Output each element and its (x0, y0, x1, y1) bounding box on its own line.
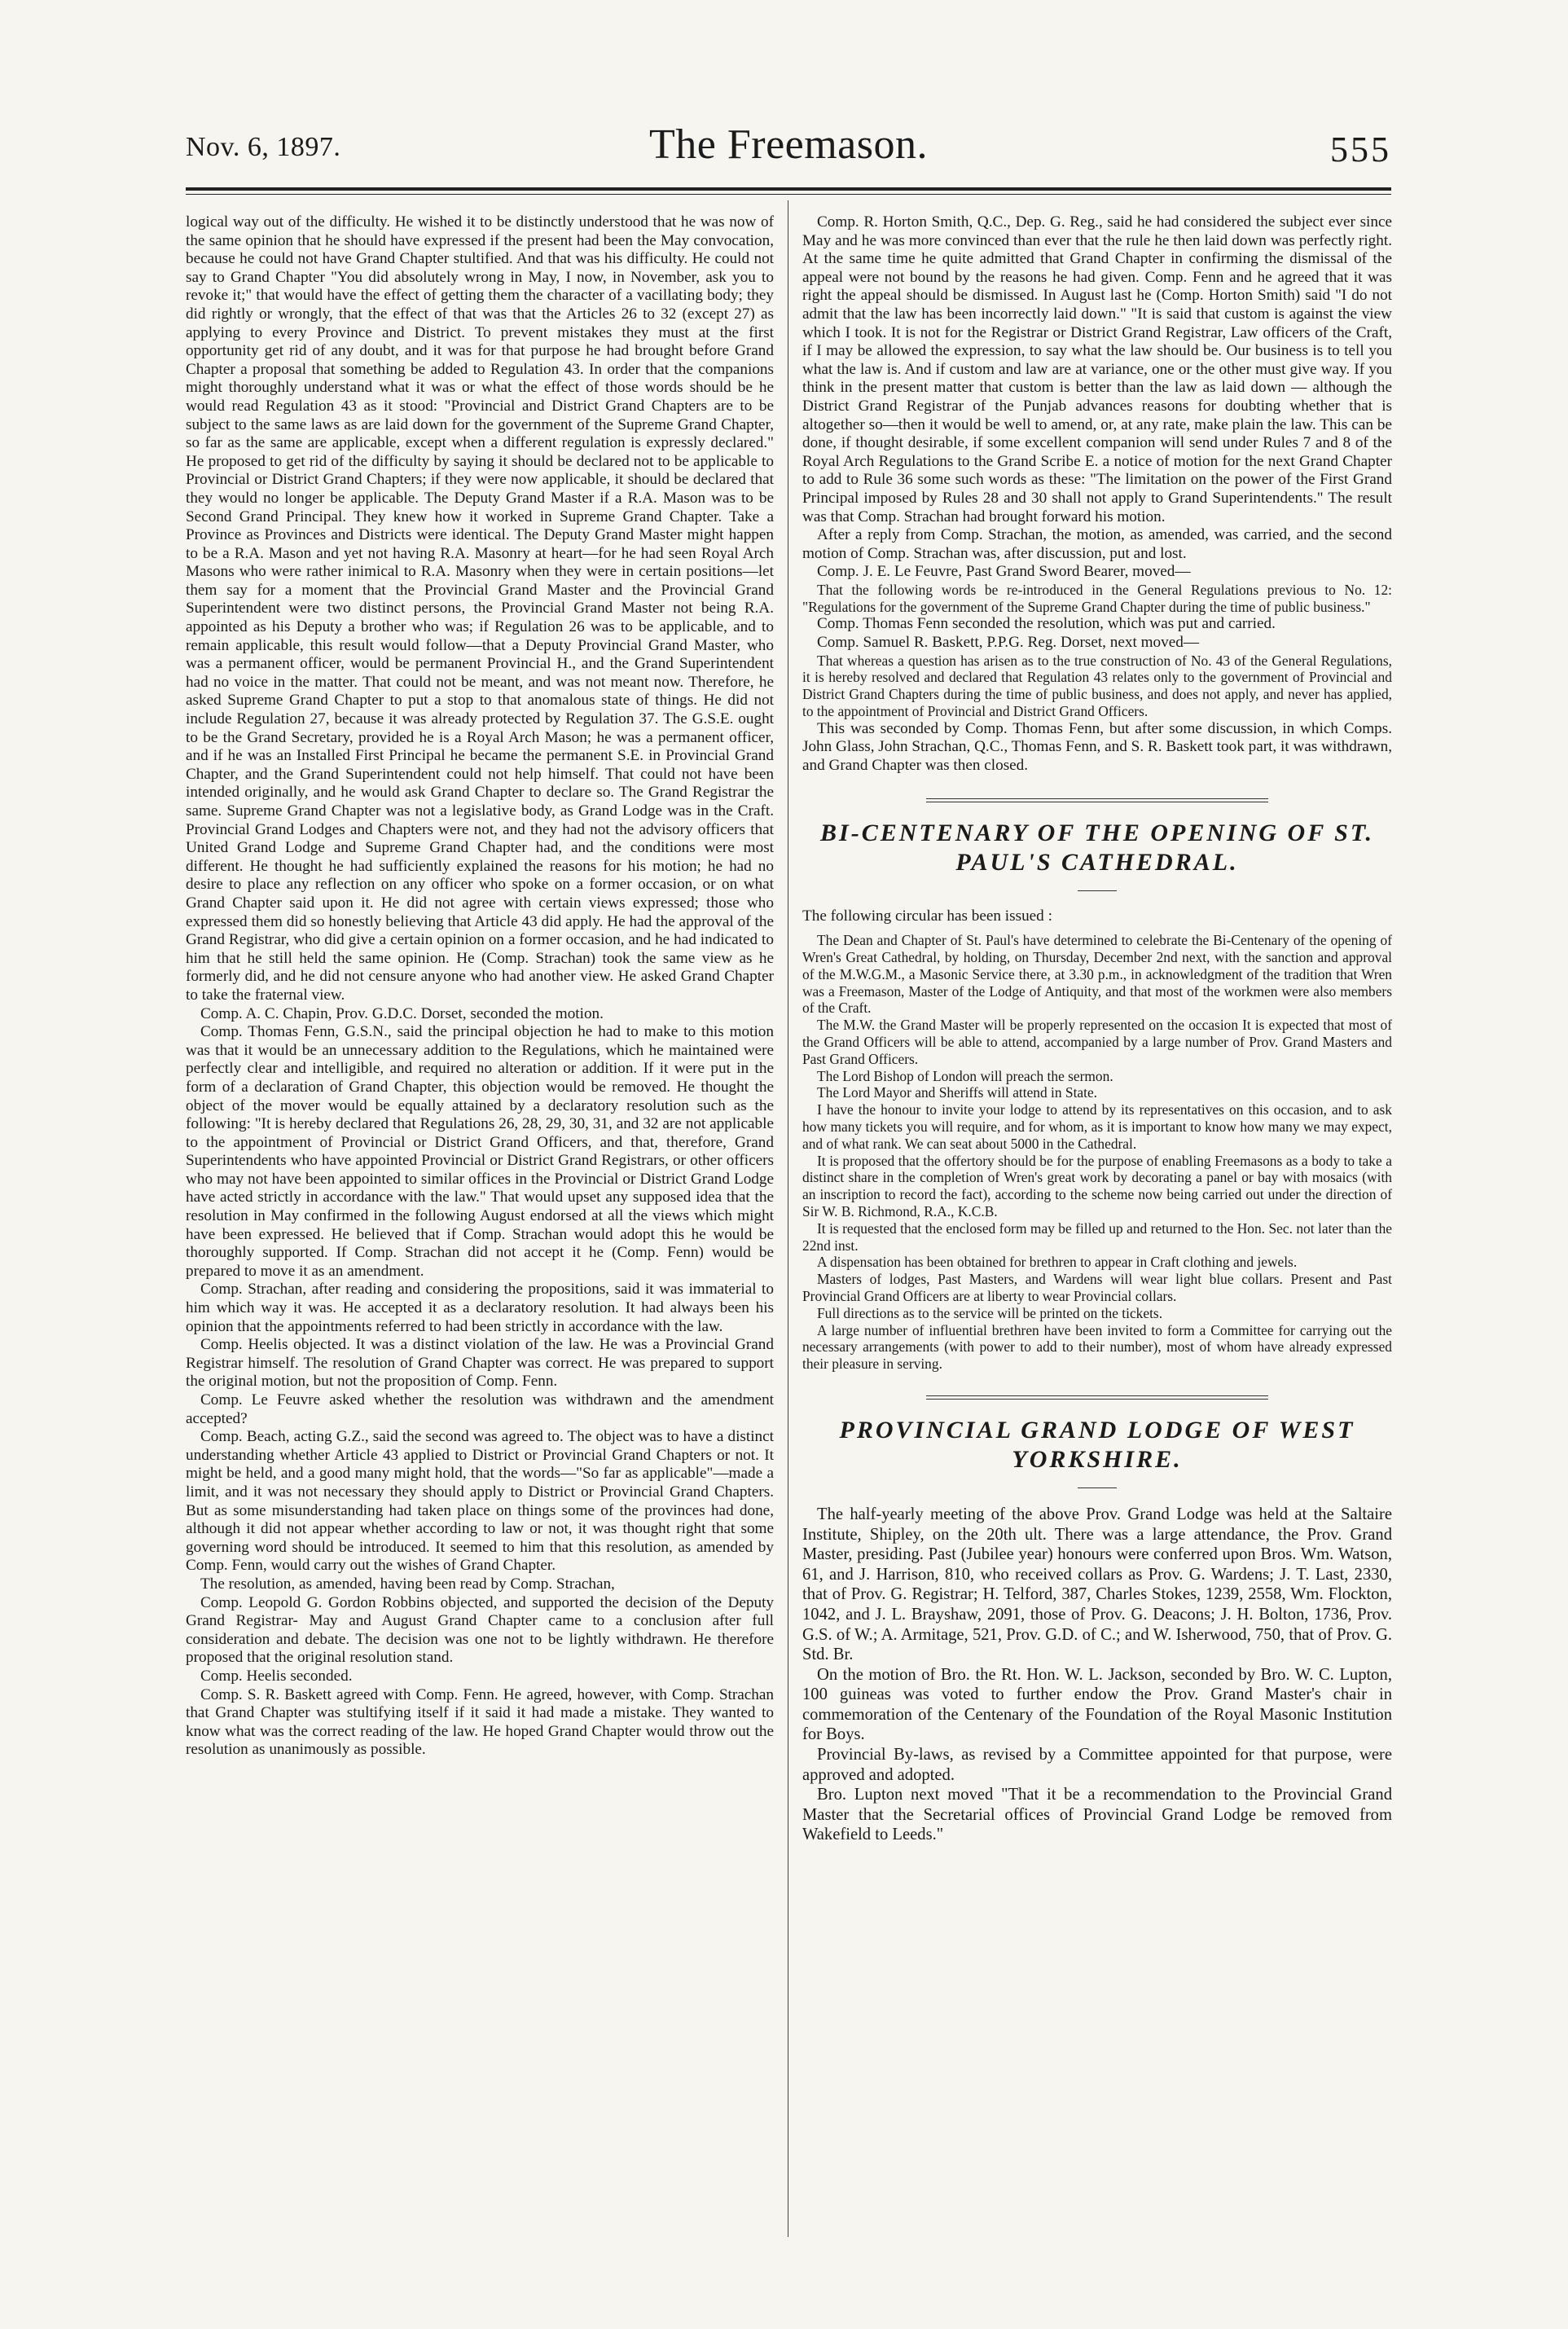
paragraph: The M.W. the Grand Master will be properly represented on the occasion It is expected that most of the Grand Officers will be able to attend, accompanied by a large number of Prov. Grand Masters and Past Grand Officers. (802, 1017, 1392, 1067)
masthead (186, 121, 1391, 181)
paragraph: This was seconded by Comp. Thomas Fenn, but after some discussion, in which Comps. John Glass, John Strachan, Q.C., Thomas Fenn, and S. R. Baskett took part, it was withdrawn, and Grand Chapter was then closed. (802, 719, 1392, 775)
paragraph: Bro. Lupton next moved "That it be a recommendation to the Provincial Grand Master that the Secretarial offices of Provincial Grand Lodge be removed from Wakefield to Leeds." (802, 1786, 1392, 1844)
paragraph: Comp. Strachan, after reading and considering the propositions, said it was immaterial to him which way it was. He accepted it as a declaratory resolution. It had always been his opinion that the appointments referred to had been strictly in accordance with the law. (186, 1281, 774, 1335)
paragraph: logical way out of the difficulty. He wished it to be distinctly understood that he was now of the same opinion that he should have expressed if the present had been the May convocation, because he could not have Grand Chapter stultified. And that was his difficulty. He could not say to Grand Chapter "You did absolutely wrong in May, I now, in November, ask you to revoke it;" that would have the effect of getting them the character of a vacillating body; they did rightly or wrongly, that the effect of that was that the Articles 26 to 32 (except 27) as applying to every Province and District. To prevent mistakes they must at the first opportunity get rid of any doubt, and it was for that purpose he had brought before Grand Chapter a proposal that something be added to Regulation 43. In order that the companions might thoroughly understand what it was or what the effect of those words should be he would read Regulation 43 as it stood: "Provincial and District Grand Chapters are to be subject to the same laws as are laid down for the government of the Supreme Grand Chapter, so far as the same are applicable, except when a different regulation is expressly declared." He proposed to get rid of the difficulty by saying it should be declared not to be applicable to Provincial or District Grand Chapters; if they were now applicable, it should be declared that they would no longer be applicable. The Deputy Grand Master if a R.A. Mason was to be Second Grand Principal. They knew how it worked in Supreme Grand Chapter. Take a Province as Provinces and Districts were identical. The Deputy Grand Master might happen to be a R.A. Mason and yet not having R.A. Masonry at heart—for he had seen Royal Arch Masons who were rather inimical to R.A. Masonry when they were in certain positions—let them say for a moment that the Provincial Grand Master and the Provincial Grand Superintendent were two distinct persons, the Provincial Grand Master not being R.A. appointed as his Deputy a brother who was; if Regulation 26 was to be applicable, and to remain applicable, this result would follow—that a Deputy Provincial Grand Master, who was a permanent officer, would be permanent Provincial H., and the Grand Superintendent had no voice in the matter. That could not be meant, and was not meant now. Therefore, he asked Supreme Grand Chapter to put a stop to that anomalous state of things. He did not include Regulation 27, because it was already protected by Regulation 37. The G.S.E. ought to be the Grand Secretary, provided he is a Royal Arch Mason; he was a permanent officer, and if he was an Installed First Principal he became the permanent S.E. in Provincial Grand Chapter, and the Grand Superintendent could not help himself. That could not have been intended originally, and he would ask Grand Chapter to declare so. The Grand Registrar the same. Supreme Grand Chapter was not a legislative body, as Grand Lodge was in the Craft. Provincial Grand Lodges and Chapters were not, and they had not the advisory officers that United Grand Lodge and Supreme Grand Chapter had, and the conditions were most different. He thought he had sufficiently explained the reasons for his motion; he had no desire to place any reflection on any officer who spoke on a former occasion, or on what Grand Chapter said upon it. He did not agree with certain views expressed; those who expressed them did so honestly believing that Article 43 did apply. He had the approval of the Grand Registrar, who did give a certain opinion on a former occasion, and he had indicated to him that he still held the same opinion. He (Comp. Strachan) took the same view as he formerly did, and he did not censure anyone who had another view. He asked Grand Chapter to take the fraternal view. (186, 213, 774, 1004)
paragraph: On the motion of Bro. the Rt. Hon. W. L. Jackson, seconded by Bro. W. C. Lupton, 100 guineas was voted to further endow the Prov. Grand Master's chair in commemoration of the Centenary of the Foundation of the Royal Masonic Institution for Boys. (802, 1665, 1392, 1744)
paragraph: Comp. Leopold G. Gordon Robbins objected, and supported the decision of the Deputy Grand Registrar- May and August Grand Chapter came to a conclusion after full consideration and debate. The decision was one not to be lightly withdrawn. He therefore proposed that the original resolution stand. (186, 1593, 774, 1667)
left-column (186, 213, 774, 2169)
paragraph: It is proposed that the offertory should be for the purpose of enabling Freemasons as a body to take a distinct share in the completion of Wren's great work by decorating a panel or bay with mosaics (with an inscription to record the fact), according to the scheme now being carried out under the direction of Sir W. B. Richmond, R.A., K.C.B. (802, 1152, 1392, 1219)
paragraph: Comp. Le Feuvre asked whether the resolution was withdrawn and the amendment accepted? (186, 1391, 774, 1427)
page-number: 555 (1330, 130, 1391, 169)
newspaper-title: The Freemason. (648, 121, 928, 168)
resolution-text: That whereas a question has arisen as to the true construction of No. 43 of the General Regulations, it is hereby resolved and declared that Regulation 43 relates only to the government of Provincial and District Grand Chapters during the time of public business, and does not apply, and never has applied, to the appointment of Provincial and District Grand Officers. (802, 652, 1392, 720)
paragraph: The Lord Mayor and Sheriffs will attend in State. (817, 1084, 1098, 1101)
paragraph: Comp. Beach, acting G.Z., said the second was agreed to. The object was to have a distinct understanding whether Article 43 applied to District or Provincial Grand Chapters or not. It might be held, and a good many might hold, that the words—"So far as applicable"—made a limit, and it was not necessary they should apply to District or Provincial Grand Chapters. But as some misunderstanding had taken place on things some of the provinces had done, although it did not appear whether according to law or not, it was thought right that some governing word should be introduced. It seemed to him that this resolution, as amended by Comp. Fenn, would carry out the wishes of Grand Chapter. (186, 1428, 774, 1575)
section-rule (926, 798, 1268, 802)
heading-rule (1078, 890, 1117, 891)
paragraph: Comp. Heelis objected. It was a distinct violation of the law. He was a Provincial Grand Registrar himself. The resolution of Grand Chapter was correct. He was prepared to support the original motion, but not the proposition of Comp. Fenn. (186, 1336, 774, 1391)
paragraph: I have the honour to invite your lodge to attend by its representatives on this occasion, and to ask how many tickets you will require, and for whom, as it is important to know how many we may expect, and of what rank. We can seat about 5000 in the Cathedral. (802, 1101, 1392, 1152)
resolution-text: That the following words be re-introduced in the General Regulations previous to No. 12: "Regulations for the government of the Supreme Grand Chapter during the time of public business." (802, 581, 1392, 615)
paragraph: The Dean and Chapter of St. Paul's have determined to celebrate the Bi-Centenary of the opening of Wren's Great Cathedral, by holding, on Thursday, December 2nd next, with the sanction and approval of the M.W.G.M., a Masonic Service there, at 3.30 p.m., in acknowledgment of the tradition that Wren was a Freemason, Master of the Lodge of Antiquity, and that most of the workmen were also members of the Craft. (802, 932, 1392, 1017)
paragraph: Comp. J. E. Le Feuvre, Past Grand Sword Bearer, moved— (817, 563, 1191, 581)
paragraph: A large number of influential brethren have been invited to form a Committee for carrying out the necessary arrangements (with power to add to their number), most of whom have already expressed their pleasure in serving. (802, 1321, 1392, 1373)
section-heading: BI-CENTENARY OF THE OPENING OF ST. PAUL'S CATHEDRAL. (820, 819, 1374, 876)
paragraph: Provincial By-laws, as revised by a Committee appointed for that purpose, were approved and adopted. (802, 1746, 1392, 1784)
paragraph: The Lord Bishop of London will preach the sermon. (817, 1067, 1113, 1084)
paragraph: After a reply from Comp. Strachan, the motion, as amended, was carried, and the second motion of Comp. Strachan was, after discussion, put and lost. (802, 526, 1392, 562)
paragraph: Comp. R. Horton Smith, Q.C., Dep. G. Reg., said he had considered the subject ever since May and he was more convinced than ever that the rule he then laid down was perfectly right. At the same time he quite admitted that Grand Chapter in confirming the dismissal of the appeal were not bound by the reasons he had given. Comp. Fenn and he agreed that it was right the appeal should be dismissed. In August last he (Comp. Horton Smith) said "I do not admit that the law has been incorrectly laid down." "It is said that custom is against the view which I took. It is not for the Registrar or District Grand Registrar, Law officers of the Craft, if I may be allowed the expression, to say what the law should be. Our business is to tell you what the law is. And if custom and law are at variance, one or the other must give way. If you think in the present matter that custom is better than the law as laid down — although the District Grand Registrar of the Punjab advances reasons for doubting whether that is altogether so—then it would be well to amend, or, at any rate, make plain the law. This can be done, if thought desirable, if some excellent companion will send under Rules 7 and 8 of the Royal Arch Regulations to the Grand Scribe E. a notice of motion for the next Grand Chapter to add to Rule 36 some such words as these: "The limitation on the power of the First Grand Principal imposed by Rules 28 and 30 shall not apply to Grand Superintendents." The result was that Comp. Strachan had brought forward his motion. (802, 213, 1392, 525)
paragraph: Comp. Thomas Fenn, G.S.N., said the principal objection he had to make to this motion was that it would be an unnecessary addition to the Regulations, which he maintained were perfectly clear and intelligible, and required no alteration or addition. If it were put in the form of a declaration of Grand Chapter, this objection would be removed. He thought the object of the mover would be equally attained by a declaratory resolution such as the following: "It is hereby declared that Regulations 26, 28, 29, 30, 31, and 32 are not applicable to the appointment of Provincial or District Grand Officers, and that, therefore, Grand Superintendents who have appointed Provincial or District Grand Registrars, or other officers who may not have been appointed to similar offices in the Provincial or District Grand Lodge have acted strictly in accordance with the law." That would upset any supposed idea that the resolution in May confirmed in the following August endorsed at all the views which might have been expressed. He believed that if Comp. Strachan would adopt this he would be thoroughly supported. If Comp. Strachan did not accept it he (Comp. Fenn) would be prepared to move it as an amendment. (186, 1023, 774, 1280)
heading-rule (1078, 1487, 1117, 1488)
right-column (802, 213, 1392, 2234)
section-intro: The following circular has been issued : (802, 907, 1052, 925)
paragraph: Masters of lodges, Past Masters, and Wardens will wear light blue collars. Present and Past Provincial Grand Officers are at liberty to wear Provincial collars. (802, 1271, 1392, 1304)
paragraph: Comp. Thomas Fenn seconded the resolution, which was put and carried. (817, 615, 1276, 633)
header-rule-thick (186, 187, 1391, 191)
section-heading: PROVINCIAL GRAND LODGE OF WEST YORKSHIRE. (839, 1416, 1355, 1473)
paragraph: Comp. Samuel R. Baskett, P.P.G. Reg. Dorset, next moved— (817, 634, 1200, 652)
paragraph: It is requested that the enclosed form may be filled up and returned to the Hon. Sec. not later than the 22nd inst. (802, 1219, 1392, 1254)
article-st-pauls (802, 798, 1392, 1373)
header-rule-thin (186, 194, 1391, 195)
paragraph: Comp. Heelis seconded. (200, 1667, 353, 1685)
paragraph: Comp. A. C. Chapin, Prov. G.D.C. Dorset, seconded the motion. (200, 1004, 604, 1022)
issue-date: Nov. 6, 1897. (186, 132, 341, 162)
paragraph: The resolution, as amended, having been read by Comp. Strachan, (200, 1575, 615, 1593)
section-rule (926, 1395, 1268, 1400)
paragraph: Full directions as to the service will be printed on the tickets. (817, 1304, 1163, 1321)
section-intro: The half-yearly meeting of the above Prov. Grand Lodge was held at the Saltaire Institute, Shipley, on the 20th ult. There was a large attendance, the Prov. Grand Master, presiding. Past (Jubilee year) honours were conferred upon Bros. Wm. Watson, 61, and J. Harrison, 810, who received collars as Prov. G. Wardens; J. T. Last, 2330, that of Prov. G. Registrar; H. Telford, 387, Charles Stokes, 1239, 2558, Wm. Flockton, 1042, and J. L. Brayshaw, 2091, those of Prov. G. Deacons; J. H. Bolton, 1736, Prov. G.S. of W.; A. Armitage, 521, Prov. G.D. of C.; and W. Isherwood, 750, that of Prov. G. Std. Br. (802, 1505, 1392, 1664)
paragraph: A dispensation has been obtained for brethren to appear in Craft clothing and jewels. (817, 1254, 1298, 1271)
article-west-yorkshire (802, 1395, 1392, 1845)
paragraph: Comp. S. R. Baskett agreed with Comp. Fenn. He agreed, however, with Comp. Strachan that Grand Chapter was stultifying itself if it said it had made a mistake. They wanted to know what was the correct reading of the law. He hoped Grand Chapter would throw out the resolution as unanimously as possible. (186, 1685, 774, 1759)
